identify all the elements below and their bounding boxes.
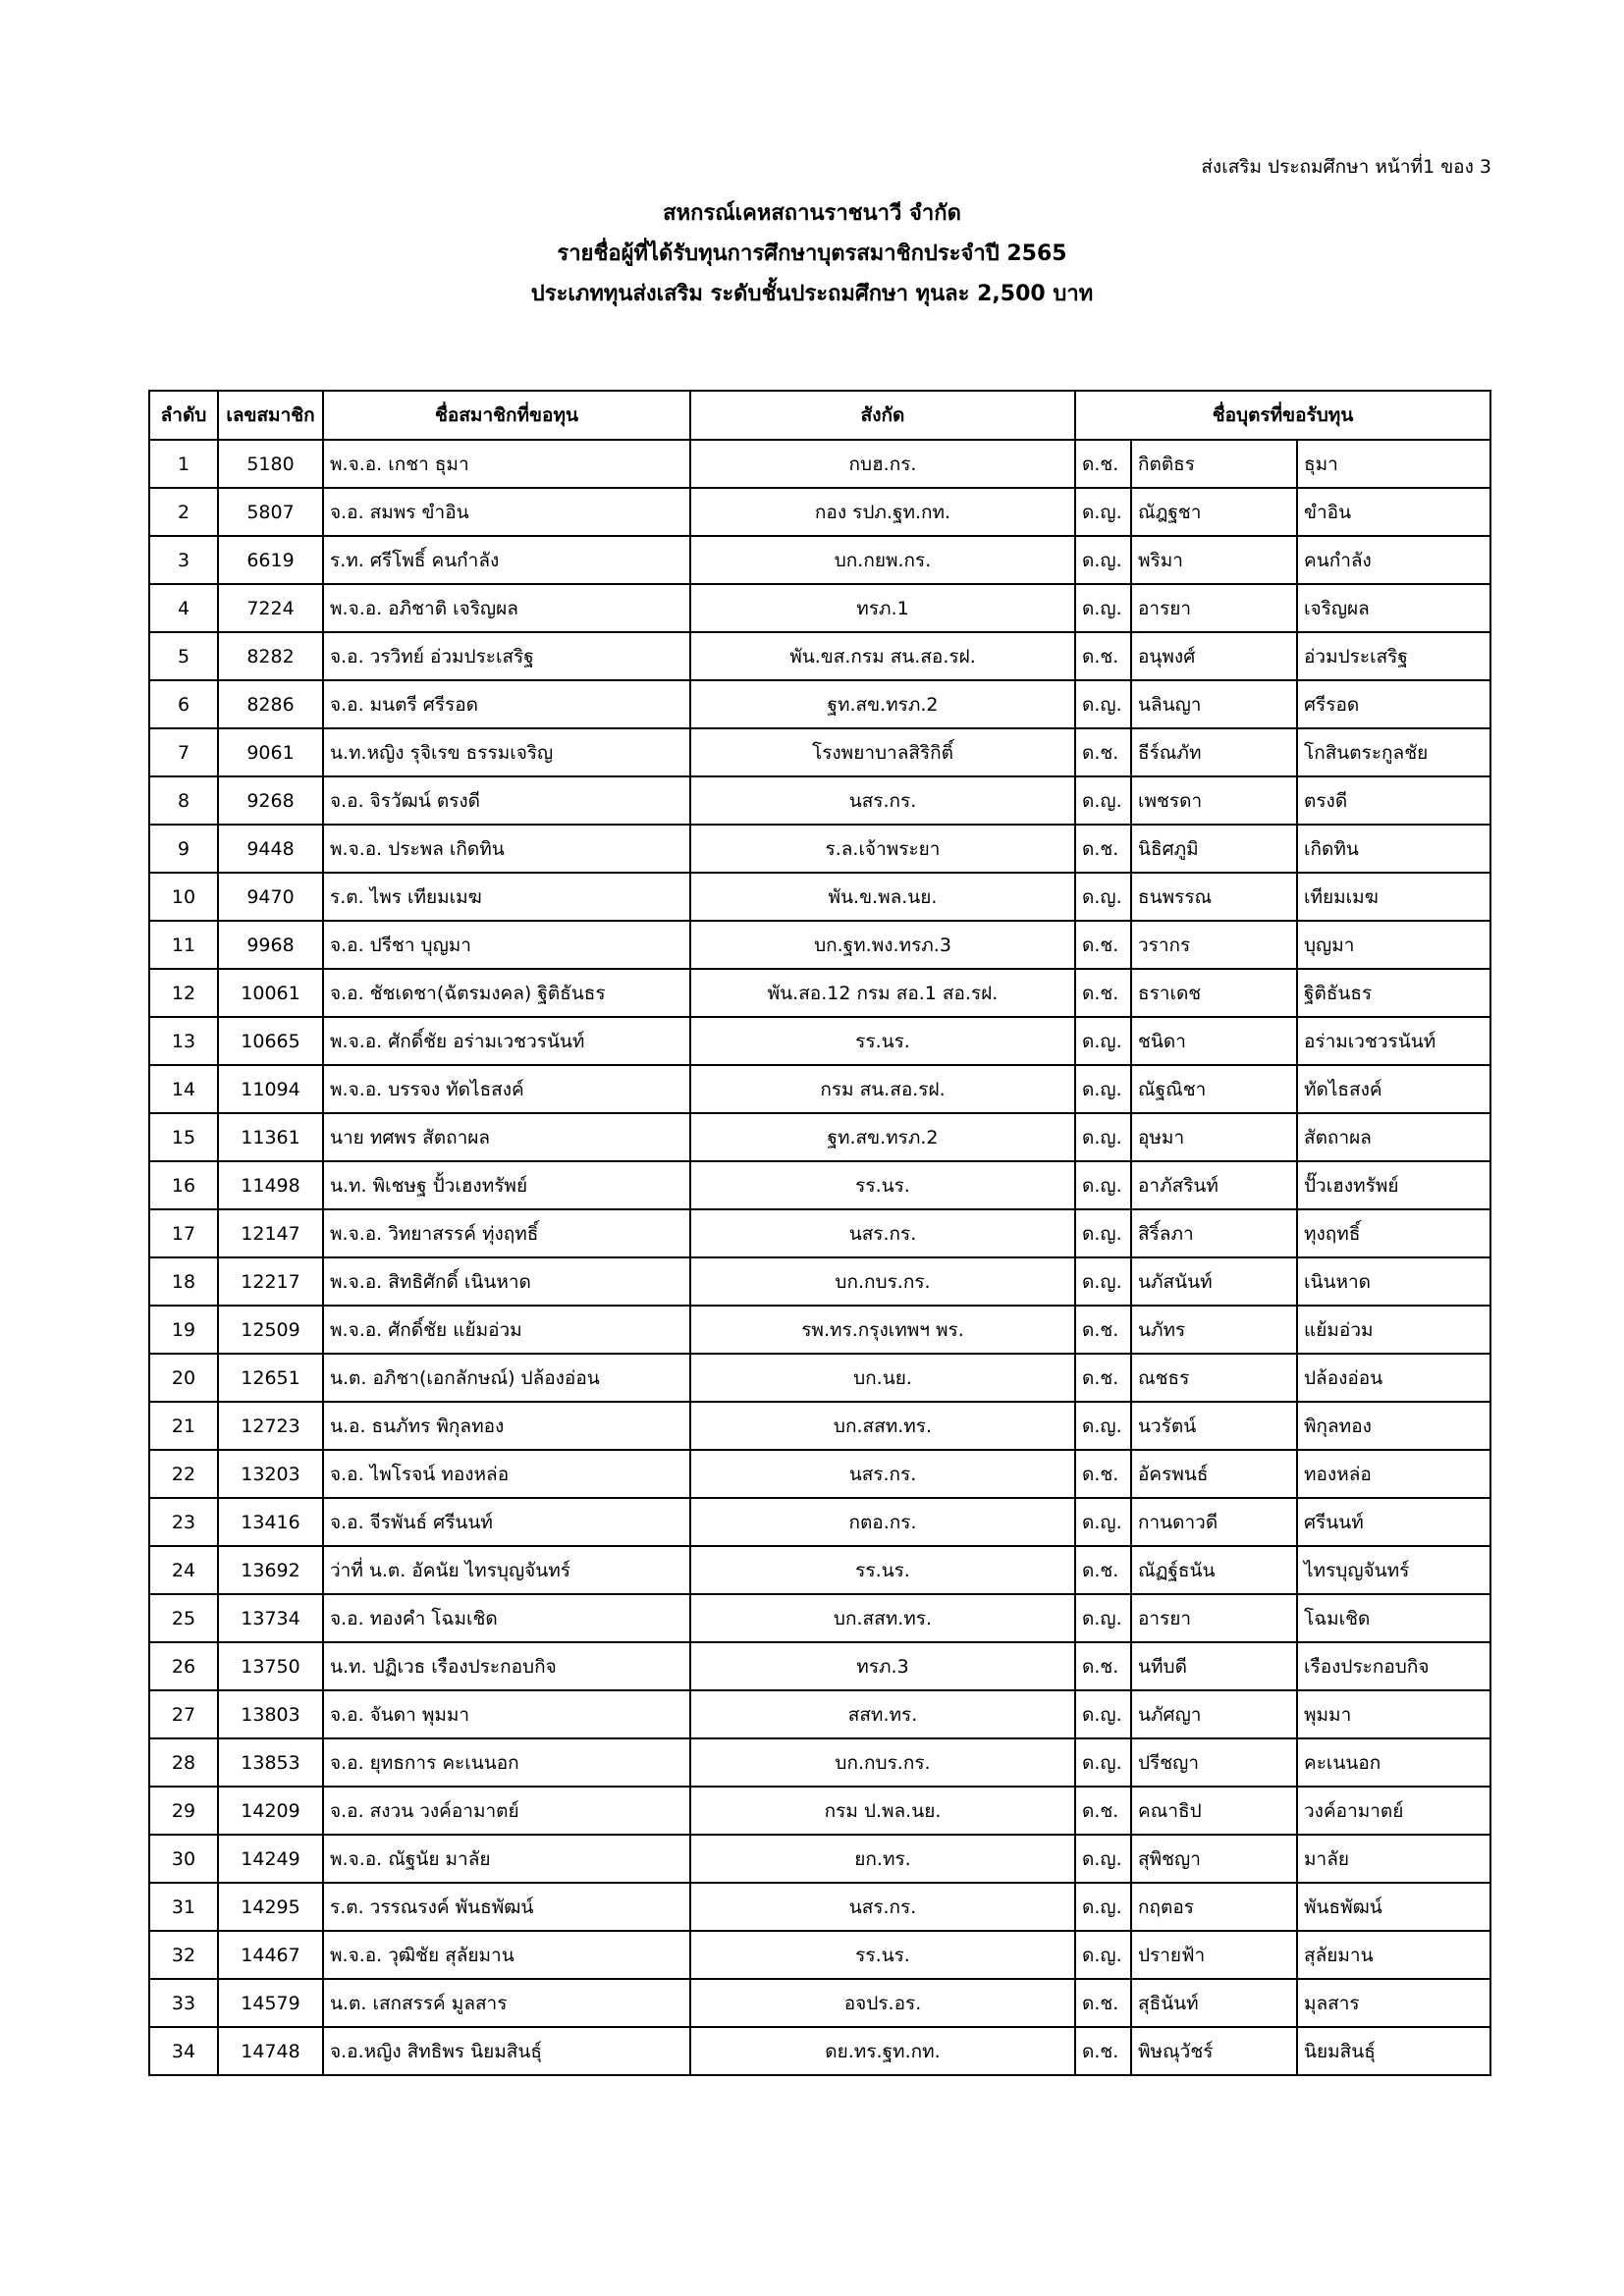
child-first-name: นภัสนันท์ — [1131, 1257, 1297, 1306]
child-last-name: พิกุลทอง — [1297, 1402, 1490, 1450]
member-name: พ.จ.อ. ณัฐนัย มาลัย — [323, 1835, 690, 1883]
member-name: จ.อ. จีรพันธ์ ศรีนนท์ — [323, 1498, 690, 1546]
member-unit: บก.นย. — [690, 1354, 1075, 1402]
child-first-name: สิริ์ลภา — [1131, 1209, 1297, 1257]
row-number: 5 — [149, 632, 218, 680]
child-last-name: แย้มอ่วม — [1297, 1306, 1490, 1354]
row-number: 10 — [149, 873, 218, 921]
member-unit: โรงพยาบาลสิริกิติ์ — [690, 728, 1075, 776]
child-title: ด.ญ. — [1075, 488, 1131, 536]
child-title: ด.ญ. — [1075, 536, 1131, 584]
child-first-name: สุธินันท์ — [1131, 1979, 1297, 2027]
row-number: 12 — [149, 969, 218, 1017]
member-id: 9448 — [218, 825, 323, 873]
child-first-name: คณาธิป — [1131, 1787, 1297, 1835]
child-title: ด.ช. — [1075, 1546, 1131, 1594]
row-number: 7 — [149, 728, 218, 776]
row-number: 25 — [149, 1594, 218, 1642]
child-first-name: อารยา — [1131, 584, 1297, 632]
child-title: ด.ญ. — [1075, 1835, 1131, 1883]
child-first-name: ธนพรรณ — [1131, 873, 1297, 921]
member-name: จ.อ. จันดา พุมมา — [323, 1690, 690, 1738]
child-title: ด.ญ. — [1075, 1594, 1131, 1642]
member-id: 9470 — [218, 873, 323, 921]
document-header — [0, 198, 1624, 319]
child-last-name: ขำอิน — [1297, 488, 1490, 536]
member-name: พ.จ.อ. เกชา ธุมา — [323, 440, 690, 488]
member-id: 12651 — [218, 1354, 323, 1402]
child-title: ด.ช. — [1075, 1450, 1131, 1498]
member-unit: กตอ.กร. — [690, 1498, 1075, 1546]
member-id: 9061 — [218, 728, 323, 776]
member-unit: ทรภ.3 — [690, 1642, 1075, 1690]
member-name: น.ต. เสกสรรค์ มูลสาร — [323, 1979, 690, 2027]
child-last-name: อร่ามเวชวรนันท์ — [1297, 1017, 1490, 1065]
table-row — [149, 1257, 1490, 1306]
child-title: ด.ช. — [1075, 1306, 1131, 1354]
member-name: พ.จ.อ. บรรจง ทัดไธสงค์ — [323, 1065, 690, 1113]
scholarship-type-title: ประเภททุนส่งเสริม ระดับชั้นประถมศึกษา ทุนละ 2,500 บาท — [530, 282, 1094, 306]
child-last-name: อ่วมประเสริฐ — [1297, 632, 1490, 680]
table-row — [149, 825, 1490, 873]
child-last-name: พุมมา — [1297, 1690, 1490, 1738]
child-last-name: สัตถาผล — [1297, 1113, 1490, 1161]
header-no: ลำดับ — [149, 391, 218, 440]
child-last-name: วงค์อามาตย์ — [1297, 1787, 1490, 1835]
child-title: ด.ช. — [1075, 2027, 1131, 2075]
member-unit: รร.นร. — [690, 1017, 1075, 1065]
member-unit: บก.สสท.ทร. — [690, 1594, 1075, 1642]
child-title: ด.ญ. — [1075, 1113, 1131, 1161]
table-row — [149, 1065, 1490, 1113]
member-id: 14209 — [218, 1787, 323, 1835]
member-name: จ.อ. ยุทธการ คะเนนอก — [323, 1738, 690, 1787]
member-name: น.ท. พิเชษฐ ปั้วเฮงทรัพย์ — [323, 1161, 690, 1209]
child-title: ด.ช. — [1075, 1354, 1131, 1402]
child-first-name: พิษณุวัชร์ — [1131, 2027, 1297, 2075]
table-row — [149, 680, 1490, 728]
row-number: 32 — [149, 1931, 218, 1979]
table-row — [149, 1306, 1490, 1354]
row-number: 6 — [149, 680, 218, 728]
organization-title: สหกรณ์เคหสถานราชนาวี จำกัด — [663, 201, 961, 226]
table-row — [149, 1161, 1490, 1209]
member-unit: ฐท.สข.ทรภ.2 — [690, 1113, 1075, 1161]
member-id: 13203 — [218, 1450, 323, 1498]
member-name: นาย ทศพร สัตถาผล — [323, 1113, 690, 1161]
table-row — [149, 1835, 1490, 1883]
table-row — [149, 488, 1490, 536]
child-last-name: ปั๊วเฮงทรัพย์ — [1297, 1161, 1490, 1209]
row-number: 15 — [149, 1113, 218, 1161]
row-number: 30 — [149, 1835, 218, 1883]
child-title: ด.ช. — [1075, 632, 1131, 680]
member-name: จ.อ. ทองคำ โฉมเชิด — [323, 1594, 690, 1642]
child-last-name: บุญมา — [1297, 921, 1490, 969]
row-number: 26 — [149, 1642, 218, 1690]
row-number: 18 — [149, 1257, 218, 1306]
child-title: ด.ช. — [1075, 1787, 1131, 1835]
table-row — [149, 1402, 1490, 1450]
child-first-name: ณัฏฐ์ธนัน — [1131, 1546, 1297, 1594]
member-id: 13416 — [218, 1498, 323, 1546]
child-title: ด.ช. — [1075, 1979, 1131, 2027]
row-number: 24 — [149, 1546, 218, 1594]
table-row — [149, 536, 1490, 584]
member-id: 7224 — [218, 584, 323, 632]
member-id: 10665 — [218, 1017, 323, 1065]
table-row — [149, 1642, 1490, 1690]
row-number: 3 — [149, 536, 218, 584]
member-unit: สสท.ทร. — [690, 1690, 1075, 1738]
member-id: 9268 — [218, 776, 323, 825]
member-id: 13803 — [218, 1690, 323, 1738]
child-first-name: นภัศญา — [1131, 1690, 1297, 1738]
row-number: 20 — [149, 1354, 218, 1402]
child-last-name: ตรงดี — [1297, 776, 1490, 825]
member-name: จ.อ.หญิง สิทธิพร นิยมสินธุ์ — [323, 2027, 690, 2075]
member-name: พ.จ.อ. ประพล เกิดทิน — [323, 825, 690, 873]
member-name: จ.อ. สงวน วงค์อามาตย์ — [323, 1787, 690, 1835]
table-row — [149, 969, 1490, 1017]
member-id: 12147 — [218, 1209, 323, 1257]
member-name: ร.ต. วรรณรงค์ พันธพัฒน์ — [323, 1883, 690, 1931]
header-member-name: ชื่อสมาชิกที่ขอทุน — [323, 391, 690, 440]
child-first-name: ธราเดช — [1131, 969, 1297, 1017]
member-id: 12723 — [218, 1402, 323, 1450]
row-number: 28 — [149, 1738, 218, 1787]
child-first-name: นทีบดี — [1131, 1642, 1297, 1690]
child-title: ด.ญ. — [1075, 776, 1131, 825]
member-id: 5180 — [218, 440, 323, 488]
child-title: ด.ญ. — [1075, 1738, 1131, 1787]
child-last-name: คะเนนอก — [1297, 1738, 1490, 1787]
member-id: 8282 — [218, 632, 323, 680]
table-row — [149, 728, 1490, 776]
row-number: 19 — [149, 1306, 218, 1354]
child-last-name: มาลัย — [1297, 1835, 1490, 1883]
member-id: 10061 — [218, 969, 323, 1017]
table-row — [149, 584, 1490, 632]
member-name: น.ต. อภิชา(เอกลักษณ์) ปล้องอ่อน — [323, 1354, 690, 1402]
child-last-name: ไทรบุญจันทร์ — [1297, 1546, 1490, 1594]
child-last-name: นิยมสินธุ์ — [1297, 2027, 1490, 2075]
member-unit: นสร.กร. — [690, 1450, 1075, 1498]
child-first-name: ธีร์ณภัท — [1131, 728, 1297, 776]
member-id: 6619 — [218, 536, 323, 584]
member-unit: บก.ฐท.พง.ทรภ.3 — [690, 921, 1075, 969]
child-title: ด.ญ. — [1075, 1498, 1131, 1546]
member-unit: กอง รปภ.ฐท.กท. — [690, 488, 1075, 536]
row-number: 23 — [149, 1498, 218, 1546]
member-name: น.ท. ปฏิเวธ เรืองประกอบกิจ — [323, 1642, 690, 1690]
child-last-name: สุลัยมาน — [1297, 1931, 1490, 1979]
member-id: 12217 — [218, 1257, 323, 1306]
child-first-name: วรากร — [1131, 921, 1297, 969]
table-row — [149, 1113, 1490, 1161]
header-unit: สังกัด — [690, 391, 1075, 440]
member-unit: บก.กบร.กร. — [690, 1738, 1075, 1787]
member-id: 9968 — [218, 921, 323, 969]
child-title: ด.ญ. — [1075, 1209, 1131, 1257]
member-unit: บก.สสท.ทร. — [690, 1402, 1075, 1450]
member-unit: กรม ป.พล.นย. — [690, 1787, 1075, 1835]
child-first-name: อาภัสรินท์ — [1131, 1161, 1297, 1209]
member-id: 13734 — [218, 1594, 323, 1642]
member-id: 14748 — [218, 2027, 323, 2075]
child-first-name: นลินญา — [1131, 680, 1297, 728]
child-title: ด.ญ. — [1075, 873, 1131, 921]
table-row — [149, 1354, 1490, 1402]
member-unit: ร.ล.เจ้าพระยา — [690, 825, 1075, 873]
child-first-name: อัครพนธ์ — [1131, 1450, 1297, 1498]
row-number: 14 — [149, 1065, 218, 1113]
member-unit: รร.นร. — [690, 1931, 1075, 1979]
member-unit: นสร.กร. — [690, 776, 1075, 825]
child-first-name: นภัทร — [1131, 1306, 1297, 1354]
member-id: 8286 — [218, 680, 323, 728]
member-id: 5807 — [218, 488, 323, 536]
member-unit: รร.นร. — [690, 1546, 1075, 1594]
member-id: 11498 — [218, 1161, 323, 1209]
row-number: 33 — [149, 1979, 218, 2027]
member-id: 14579 — [218, 1979, 323, 2027]
document-title: รายชื่อผู้ที่ได้รับทุนการศึกษาบุตรสมาชิกประจำปี 2565 — [557, 241, 1067, 266]
member-name: ว่าที่ น.ต. อัคนัย ไทรบุญจันทร์ — [323, 1546, 690, 1594]
child-title: ด.ช. — [1075, 969, 1131, 1017]
child-first-name: พริมา — [1131, 536, 1297, 584]
member-unit: นสร.กร. — [690, 1883, 1075, 1931]
table-row — [149, 776, 1490, 825]
table-row — [149, 1979, 1490, 2027]
child-last-name: ธุมา — [1297, 440, 1490, 488]
scholarship-recipients-table — [148, 390, 1491, 2076]
member-unit: รร.นร. — [690, 1161, 1075, 1209]
table-header-row — [149, 391, 1490, 440]
header-child-name: ชื่อบุตรที่ขอรับทุน — [1075, 391, 1490, 440]
child-first-name: ณัฐณิชา — [1131, 1065, 1297, 1113]
page-number: ส่งเสริม ประถมศึกษา หน้าที่1 ของ 3 — [1201, 156, 1491, 178]
child-title: ด.ญ. — [1075, 1690, 1131, 1738]
member-unit: ฐท.สข.ทรภ.2 — [690, 680, 1075, 728]
member-id: 13692 — [218, 1546, 323, 1594]
child-title: ด.ช. — [1075, 825, 1131, 873]
child-first-name: ณัฎฐชา — [1131, 488, 1297, 536]
child-last-name: เนินหาด — [1297, 1257, 1490, 1306]
child-last-name: โกสินตระกูลชัย — [1297, 728, 1490, 776]
member-name: น.อ. ธนภัทร พิกุลทอง — [323, 1402, 690, 1450]
member-unit: พัน.สอ.12 กรม สอ.1 สอ.รฝ. — [690, 969, 1075, 1017]
child-last-name: คนกำลัง — [1297, 536, 1490, 584]
row-number: 22 — [149, 1450, 218, 1498]
member-name: จ.อ. มนตรี ศรีรอด — [323, 680, 690, 728]
child-last-name: ทุงฤทธิ์ — [1297, 1209, 1490, 1257]
child-title: ด.ญ. — [1075, 1931, 1131, 1979]
child-first-name: นิธิศภูมิ — [1131, 825, 1297, 873]
member-id: 11361 — [218, 1113, 323, 1161]
child-title: ด.ช. — [1075, 1642, 1131, 1690]
child-first-name: นวรัตน์ — [1131, 1402, 1297, 1450]
member-id: 11094 — [218, 1065, 323, 1113]
member-name: จ.อ. ไพโรจน์ ทองหล่อ — [323, 1450, 690, 1498]
member-id: 13853 — [218, 1738, 323, 1787]
child-first-name: สุพิชญา — [1131, 1835, 1297, 1883]
table-row — [149, 873, 1490, 921]
child-first-name: ณชธร — [1131, 1354, 1297, 1402]
member-unit: พัน.ขส.กรม สน.สอ.รฝ. — [690, 632, 1075, 680]
row-number: 1 — [149, 440, 218, 488]
table-body — [149, 440, 1490, 2075]
row-number: 29 — [149, 1787, 218, 1835]
child-first-name: กิตติธร — [1131, 440, 1297, 488]
table-row — [149, 1546, 1490, 1594]
table-row — [149, 1738, 1490, 1787]
child-first-name: กานดาวดี — [1131, 1498, 1297, 1546]
member-name: พ.จ.อ. อภิชาติ เจริญผล — [323, 584, 690, 632]
table-row — [149, 2027, 1490, 2075]
child-last-name: โฉมเชิด — [1297, 1594, 1490, 1642]
row-number: 16 — [149, 1161, 218, 1209]
child-title: ด.ช. — [1075, 728, 1131, 776]
child-first-name: อารยา — [1131, 1594, 1297, 1642]
row-number: 27 — [149, 1690, 218, 1738]
child-last-name: พันธพัฒน์ — [1297, 1883, 1490, 1931]
member-unit: กบฮ.กร. — [690, 440, 1075, 488]
child-title: ด.ญ. — [1075, 680, 1131, 728]
member-name: จ.อ. วรวิทย์ อ่วมประเสริฐ — [323, 632, 690, 680]
member-name: พ.จ.อ. สิทธิศักดิ์ เนินหาด — [323, 1257, 690, 1306]
row-number: 11 — [149, 921, 218, 969]
row-number: 4 — [149, 584, 218, 632]
member-unit: กรม สน.สอ.รฝ. — [690, 1065, 1075, 1113]
member-unit: ยก.ทร. — [690, 1835, 1075, 1883]
table-row — [149, 921, 1490, 969]
child-first-name: กฤตอร — [1131, 1883, 1297, 1931]
member-unit: พัน.ข.พล.นย. — [690, 873, 1075, 921]
child-last-name: ทองหล่อ — [1297, 1450, 1490, 1498]
member-name: น.ท.หญิง รุจิเรข ธรรมเจริญ — [323, 728, 690, 776]
child-title: ด.ญ. — [1075, 1402, 1131, 1450]
header-member-id: เลขสมาชิก — [218, 391, 323, 440]
child-last-name: เรืองประกอบกิจ — [1297, 1642, 1490, 1690]
table-row — [149, 1931, 1490, 1979]
table-row — [149, 1690, 1490, 1738]
row-number: 31 — [149, 1883, 218, 1931]
member-id: 13750 — [218, 1642, 323, 1690]
child-last-name: ปล้องอ่อน — [1297, 1354, 1490, 1402]
table-row — [149, 1450, 1490, 1498]
member-unit: รพ.ทร.กรุงเทพฯ พร. — [690, 1306, 1075, 1354]
member-name: จ.อ. จิรวัฒน์ ตรงดี — [323, 776, 690, 825]
row-number: 34 — [149, 2027, 218, 2075]
table-row — [149, 1594, 1490, 1642]
row-number: 2 — [149, 488, 218, 536]
child-last-name: เจริญผล — [1297, 584, 1490, 632]
member-unit: ทรภ.1 — [690, 584, 1075, 632]
table-row — [149, 1498, 1490, 1546]
table-row — [149, 440, 1490, 488]
table-row — [149, 1883, 1490, 1931]
child-last-name: ทัดไธสงค์ — [1297, 1065, 1490, 1113]
child-title: ด.ญ. — [1075, 584, 1131, 632]
member-name: พ.จ.อ. วุฒิชัย สุลัยมาน — [323, 1931, 690, 1979]
child-title: ด.ญ. — [1075, 1065, 1131, 1113]
child-last-name: เทียมเมฆ — [1297, 873, 1490, 921]
member-id: 12509 — [218, 1306, 323, 1354]
member-unit: บก.กยพ.กร. — [690, 536, 1075, 584]
child-last-name: ฐิติธันธร — [1297, 969, 1490, 1017]
child-title: ด.ญ. — [1075, 1257, 1131, 1306]
child-last-name: มุลสาร — [1297, 1979, 1490, 2027]
member-name: ร.ต. ไพร เทียมเมฆ — [323, 873, 690, 921]
child-first-name: ปรายฟ้า — [1131, 1931, 1297, 1979]
row-number: 9 — [149, 825, 218, 873]
child-title: ด.ญ. — [1075, 1161, 1131, 1209]
member-unit: บก.กบร.กร. — [690, 1257, 1075, 1306]
row-number: 17 — [149, 1209, 218, 1257]
member-name: พ.จ.อ. ศักดิ์ชัย แย้มอ่วม — [323, 1306, 690, 1354]
table-row — [149, 1017, 1490, 1065]
row-number: 21 — [149, 1402, 218, 1450]
child-title: ด.ช. — [1075, 440, 1131, 488]
member-id: 14249 — [218, 1835, 323, 1883]
child-first-name: ปรีชญา — [1131, 1738, 1297, 1787]
member-name: จ.อ. สมพร ขำอิน — [323, 488, 690, 536]
child-first-name: เพชรดา — [1131, 776, 1297, 825]
child-first-name: ชนิดา — [1131, 1017, 1297, 1065]
member-id: 14467 — [218, 1931, 323, 1979]
child-title: ด.ญ. — [1075, 1883, 1131, 1931]
member-name: จ.อ. ชัชเดชา(ฉัตรมงคล) ฐิติธันธร — [323, 969, 690, 1017]
child-first-name: อนุพงศ์ — [1131, 632, 1297, 680]
child-first-name: อุษมา — [1131, 1113, 1297, 1161]
child-title: ด.ญ. — [1075, 1017, 1131, 1065]
member-id: 14295 — [218, 1883, 323, 1931]
member-name: พ.จ.อ. ศักดิ์ชัย อร่ามเวชวรนันท์ — [323, 1017, 690, 1065]
table-row — [149, 1209, 1490, 1257]
member-unit: นสร.กร. — [690, 1209, 1075, 1257]
member-name: จ.อ. ปรีชา บุญมา — [323, 921, 690, 969]
child-last-name: ศรีรอด — [1297, 680, 1490, 728]
table-row — [149, 1787, 1490, 1835]
row-number: 8 — [149, 776, 218, 825]
child-last-name: เกิดทิน — [1297, 825, 1490, 873]
member-unit: ดย.ทร.ฐท.กท. — [690, 2027, 1075, 2075]
table-row — [149, 632, 1490, 680]
child-last-name: ศรีนนท์ — [1297, 1498, 1490, 1546]
member-name: ร.ท. ศรีโพธิ์ คนกำลัง — [323, 536, 690, 584]
member-unit: อจปร.อร. — [690, 1979, 1075, 2027]
row-number: 13 — [149, 1017, 218, 1065]
member-name: พ.จ.อ. วิทยาสรรค์ ทุ่งฤทธิ์ — [323, 1209, 690, 1257]
child-title: ด.ช. — [1075, 921, 1131, 969]
